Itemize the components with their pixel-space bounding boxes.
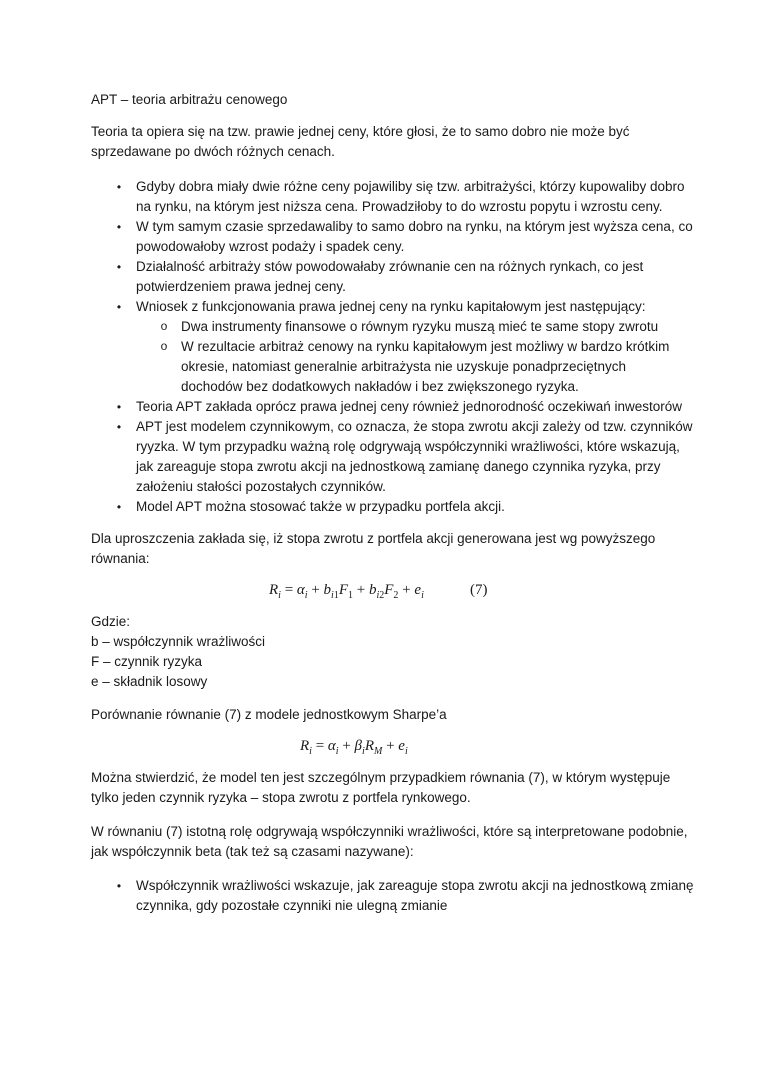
bullet-line: Model APT można stosować także w przypadku portfela akcji. [136,499,505,514]
list-item [91,417,693,497]
sub-bullet-list [136,317,676,397]
bullet-line: jak zareaguje stopa zwrotu akcji na jednostkową zamianę danego czynnika ryzyka, przy [136,459,661,474]
intro-line: Teoria ta opiera się na tzw. prawie jednej ceny, które głosi, że to samo dobro nie może być [91,124,630,139]
bullet-line: W tym samym czasie sprzedawaliby to samo dobro na rynku, na którym jest wyższa cena, co [136,219,693,234]
intro-line: sprzedawane po dwóch różnych cenach. [91,144,335,159]
bullet-line: APT jest modelem czynnikowym, co oznacza, że stopa zwrotu akcji zależy od tzw. czynników [136,419,693,434]
bullet-line: powodowałoby wzrost podaży i spadek ceny. [136,239,405,254]
paragraph-line: jak współczynnik beta (tak też są czasami nazywane): [91,844,414,859]
bullet-icon: • [116,500,122,514]
bullet-icon: • [116,420,122,434]
interpretation-paragraph [91,822,688,862]
sub-list-item [136,317,676,337]
bullet-icon: • [116,260,122,274]
final-bullet-list [91,876,694,916]
equation-7: $R_i = \alpha_i + b_{i1}F_1 + b_{i2}F_2 + e_i$ [269,582,424,601]
bullet-line: Wniosek z funkcjonowania prawa jednej ceny na rynku kapitałowym jest następujący: [136,299,646,314]
document-title [91,90,676,110]
conclusion-paragraph [91,768,676,808]
list-item [91,876,694,916]
paragraph-line: W równaniu (7) istotną rolę odgrywają współczynniki wrażliwości, które są interpretowane podobnie, [91,824,688,839]
bullet-icon: • [116,300,122,314]
circle-bullet-icon: o [160,320,168,334]
list-item [91,297,676,397]
bullet-icon: • [116,400,122,414]
legend-line: F – czynnik ryzyka [91,654,203,669]
simplification-paragraph [91,529,676,569]
legend-line: b – współczynnik wrażliwości [91,634,266,649]
sub-bullet-line: W rezultacie arbitraż cenowy na rynku kapitałowym jest możliwy w bardzo krótkim [181,339,670,354]
bullet-line: Teoria APT zakłada oprócz prawa jednej ceny również jednorodność oczekiwań inwestorów [136,399,683,414]
bullet-line: czynnika, gdy pozostałe czynniki nie ulegną zmianie [136,898,448,913]
legend-line: Gdzie: [91,614,131,629]
bullet-line: potwierdzeniem prawa jednej ceny. [136,279,346,294]
sub-bullet-line: Dwa instrumenty finansowe o równym ryzyku muszą mieć te same stopy zwrotu [181,319,659,334]
paragraph-line: równania: [91,551,150,566]
bullet-line: na rynku, na którym jest niższa cena. Prowadziłoby to do wzrostu popytu i wzrostu ceny. [136,199,663,214]
paragraph-line: Porównanie równanie (7) z modele jednostkowym Sharpe’a [91,707,447,722]
bullet-line: założeniu stałości pozostałych czynników. [136,479,386,494]
legend-line: e – składnik losowy [91,674,208,689]
list-item [91,177,685,217]
bullet-icon: • [116,220,122,234]
bullet-line: ryyzka. W tym przypadku ważną rolę odgrywają współczynniki wrażliwości, które wskazują, [136,439,680,454]
list-item [91,217,693,257]
paragraph-line: Można stwierdzić, że model ten jest szczególnym przypadkiem równania (7), w którym występuje [91,770,671,785]
equation-legend [91,612,676,692]
circle-bullet-icon: o [160,340,168,354]
list-item [91,497,676,517]
sub-bullet-line: dochodów bez dodatkowych nakładów i bez zwiększonego ryzyka. [181,379,579,394]
bullet-icon: • [116,879,122,893]
bullet-line: Współczynnik wrażliwości wskazuje, jak zareaguje stopa zwrotu akcji na jednostkową zmianę [136,878,694,893]
intro-paragraph [91,122,676,162]
list-item [91,257,676,297]
paragraph-line: tylko jeden czynnik ryzyka – stopa zwrotu z portfela rynkowego. [91,790,471,805]
main-bullet-list [91,177,693,517]
paragraph-line: Dla uproszczenia zakłada się, iż stopa zwrotu z portfela akcji generowana jest wg powyższego [91,531,656,546]
comparison-paragraph [91,705,676,725]
sharpe-equation: $R_i = \alpha_i + \beta_iR_M + e_i$ [300,738,408,757]
sub-list-item [136,337,676,397]
bullet-line: Gdyby dobra miały dwie różne ceny pojawiliby się tzw. arbitrażyści, którzy kupowaliby dobro [136,179,685,194]
equation-number: (7) [470,582,488,598]
list-item [91,397,683,417]
sub-bullet-line: okresie, natomiast generalnie arbitrażysta nie uzyskuje ponadprzeciętnych [181,359,626,374]
bullet-line: Działalność arbitraży stów powodowałaby zrównanie cen na różnych rynkach, co jest [136,259,644,274]
title-text: APT – teoria arbitrażu cenowego [91,92,288,107]
bullet-icon: • [116,180,122,194]
